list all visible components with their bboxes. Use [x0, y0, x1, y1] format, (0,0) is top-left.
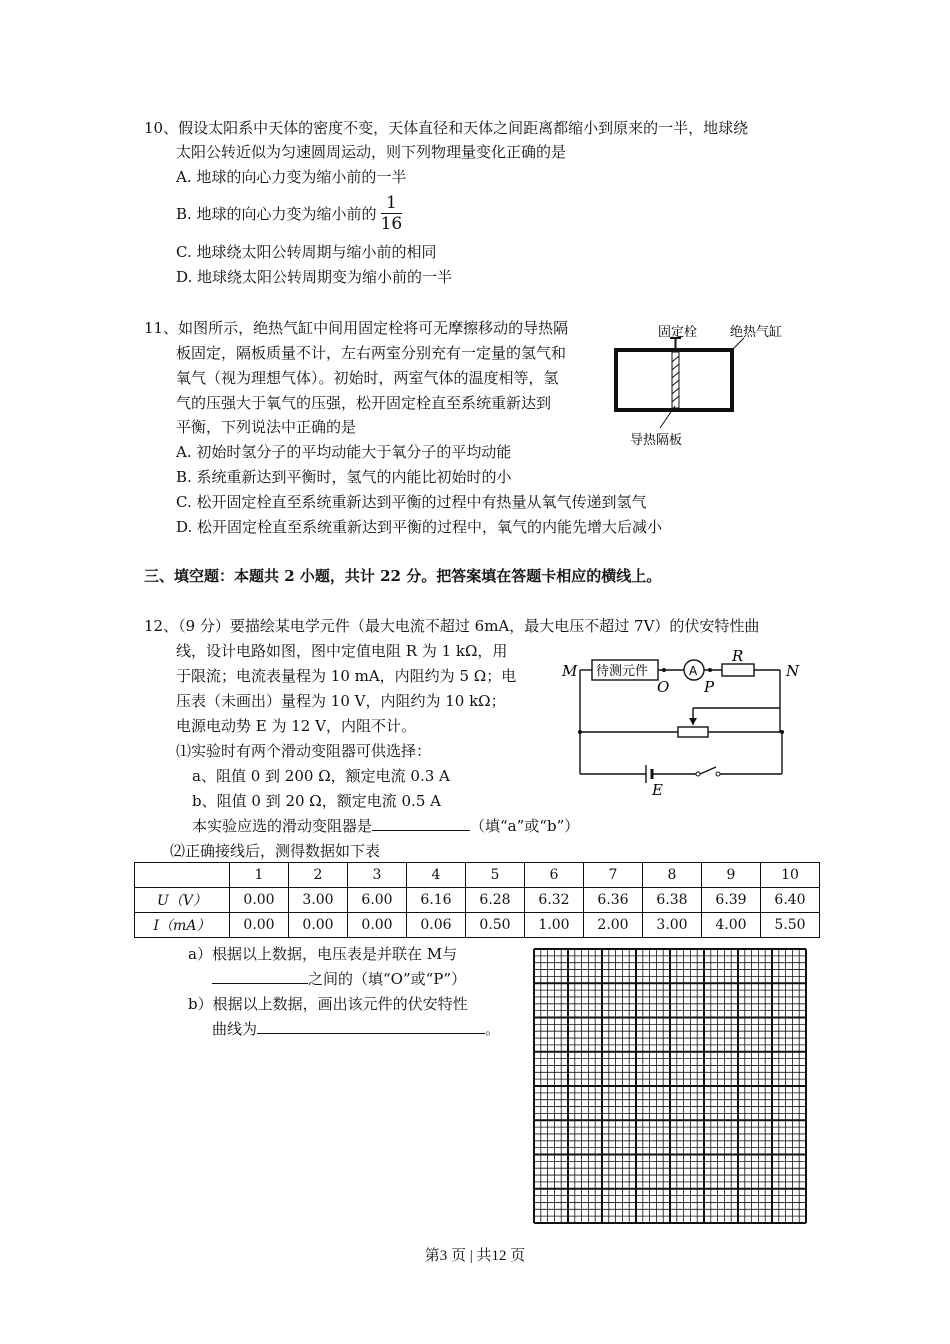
q12-sub-b-line1: b）根据以上数据，画出该元件的伏安特性	[188, 995, 468, 1013]
table-cell: 6.39	[702, 888, 761, 913]
sub-a-suffix: 之间的（填“O”或“P”）	[308, 970, 467, 988]
q10-option-b	[176, 190, 402, 236]
section-3-heading: 三、填空题：本题共 2 小题，共计 22 分。把答案填在答题卡相应的横线上。	[144, 567, 662, 585]
table-header-cell: 6	[525, 863, 584, 888]
q11-stem-line3: 氧气（视为理想气体）。初始时，两室气体的温度相等，氢	[176, 369, 559, 387]
choose-suffix: （填“a”或“b”）	[470, 817, 580, 835]
table-cell: 6.40	[761, 888, 820, 913]
label-plate: 导热隔板	[630, 433, 683, 448]
table-header-row	[135, 863, 820, 888]
table-cell: 6.28	[466, 888, 525, 913]
table-cell: 2.00	[584, 913, 643, 938]
q10-option-c: C. 地球绕太阳公转周期与缩小前的相同	[176, 243, 437, 261]
label-ammeter: A	[689, 664, 698, 678]
answer-blank-rheostat[interactable]	[372, 814, 470, 831]
page-footer: 第3 页 | 共12 页	[424, 1248, 526, 1264]
table-cell: 5.50	[761, 913, 820, 938]
node-o	[662, 668, 666, 672]
table-header-cell: 2	[289, 863, 348, 888]
table-cell: 6.32	[525, 888, 584, 913]
q12-sub-a-line1: a）根据以上数据，电压表是并联在 M与	[188, 945, 458, 963]
q11-stem-line2: 板固定，隔板质量不计，左右两室分别充有一定量的氢气和	[176, 344, 567, 362]
table-cell: 0.50	[466, 913, 525, 938]
q12-stem-line3: 于限流；电流表量程为 10 mA，内阻约为 5 Ω；电	[176, 667, 517, 685]
table-cell: 0.00	[230, 888, 289, 913]
q10-stem-line2: 太阳公转近似为匀速圆周运动，则下列物理量变化正确的是	[176, 143, 567, 161]
table-cell: 6.38	[643, 888, 702, 913]
label-m: M	[562, 662, 578, 680]
switch-blade	[700, 767, 716, 774]
q12-part1: ⑴实验时有两个滑动变阻器可供选择：	[176, 742, 432, 760]
q12-sub-b-line2	[212, 1017, 500, 1041]
q11-option-d: D. 松开固定栓直至系统重新达到平衡的过程中，氧气的内能先增大后减小	[176, 518, 663, 536]
answer-blank-node[interactable]	[212, 967, 308, 984]
q11-stem-line1: 11、如图所示，绝热气缸中间用固定栓将可无摩擦移动的导热隔	[144, 319, 569, 337]
table-row-voltage	[135, 888, 820, 913]
table-cell: 6.00	[348, 888, 407, 913]
q11-option-c: C. 松开固定栓直至系统重新达到平衡的过程中有热量从氧气传递到氢气	[176, 493, 647, 511]
q10-option-d: D. 地球绕太阳公转周期变为缩小前的一半	[176, 268, 453, 286]
q12-stem-line5: 电源电动势 E 为 12 V，内阻不计。	[176, 717, 416, 735]
node-p	[708, 668, 712, 672]
table-cell: 3.00	[289, 888, 348, 913]
table-cell: 6.36	[584, 888, 643, 913]
label-p: P	[704, 678, 715, 696]
label-e: E	[652, 781, 663, 798]
sub-b-prefix: 曲线为	[212, 1020, 258, 1038]
resistor-r	[722, 664, 754, 676]
table-header-cell: 4	[407, 863, 466, 888]
q12-choice-a: a、阻值 0 到 200 Ω，额定电流 0.3 A	[192, 767, 450, 785]
table-cell: 3.00	[643, 913, 702, 938]
q11-stem-line5: 平衡，下列说法中正确的是	[176, 418, 357, 436]
label-element-under-test: 待测元件	[596, 664, 649, 679]
table-header-cell: 3	[348, 863, 407, 888]
table-header-cell: 9	[702, 863, 761, 888]
table-cell: 0.06	[407, 913, 466, 938]
cylinder-diagram	[600, 318, 810, 453]
q11-option-a: A. 初始时氢分子的平均动能大于氧分子的平均动能	[176, 443, 512, 461]
q12-part2: ⑵正确接线后，测得数据如下表	[170, 842, 381, 860]
choose-prefix: 本实验应选的滑动变阻器是	[192, 817, 373, 835]
label-r: R	[732, 648, 744, 665]
table-cell: 4.00	[702, 913, 761, 938]
q10-option-a: A. 地球的向心力变为缩小前的一半	[176, 168, 407, 186]
label-o: O	[657, 678, 670, 696]
label-cylinder: 绝热气缸	[730, 325, 783, 340]
row-label-u: U（V）	[135, 888, 230, 913]
table-header-cell: 7	[584, 863, 643, 888]
fraction-numerator: 1	[381, 193, 403, 214]
table-header-cell: 5	[466, 863, 525, 888]
q12-stem-line2: 线，设计电路如图，图中定值电阻 R 为 1 kΩ，用	[176, 642, 508, 660]
circuit-diagram	[560, 648, 810, 798]
table-cell: 0.00	[348, 913, 407, 938]
q11-stem-line4: 气的压强大于氧气的压强，松开固定栓直至系统重新达到	[176, 394, 552, 412]
graph-paper-grid[interactable]	[533, 948, 807, 1224]
table-header-cell: 10	[761, 863, 820, 888]
q12-stem-line4: 压表（未画出）量程为 10 V，内阻约为 10 kΩ；	[176, 692, 506, 710]
fraction-denominator: 16	[380, 213, 403, 234]
rheostat-slider-arrow	[689, 718, 697, 725]
q12-stem-line1: 12、（9 分）要描绘某电学元件（最大电流不超过 6mA，最大电压不超过 7V）的伏安特性曲	[144, 617, 760, 635]
table-header-cell: 8	[643, 863, 702, 888]
row-label-i: I（mA）	[135, 913, 230, 938]
answer-blank-curve[interactable]	[257, 1017, 485, 1034]
fraction-one-sixteenth	[381, 193, 403, 234]
table-header-cell	[135, 863, 230, 888]
table-row-current	[135, 913, 820, 938]
rheostat	[678, 727, 708, 737]
table-cell: 0.00	[289, 913, 348, 938]
table-cell: 6.16	[407, 888, 466, 913]
q10-option-b-text: B. 地球的向心力变为缩小前的	[176, 204, 377, 223]
label-n: N	[786, 662, 800, 680]
q11-option-b: B. 系统重新达到平衡时，氢气的内能比初始时的小	[176, 468, 512, 486]
sub-b-end: 。	[485, 1020, 501, 1038]
table-header-cell: 1	[230, 863, 289, 888]
label-fixed-pin: 固定栓	[658, 325, 698, 340]
q10-stem-line1: 10、假设太阳系中天体的密度不变，天体直径和天体之间距离都缩小到原来的一半，地球绕	[144, 119, 749, 137]
q12-choose-line	[192, 814, 579, 838]
table-cell: 1.00	[525, 913, 584, 938]
q12-sub-a-line2	[212, 967, 466, 991]
q12-choice-b: b、阻值 0 到 20 Ω，额定电流 0.5 A	[192, 792, 441, 810]
table-cell: 0.00	[230, 913, 289, 938]
measurement-table	[134, 862, 820, 938]
